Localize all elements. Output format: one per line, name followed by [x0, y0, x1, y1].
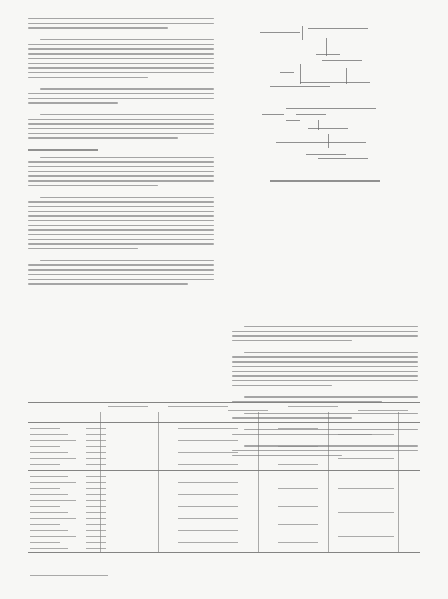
table-cell	[86, 518, 106, 519]
text-line	[232, 331, 418, 332]
text-line	[28, 77, 148, 78]
text-line	[28, 211, 214, 212]
text-line	[28, 44, 214, 45]
table-rule	[28, 422, 420, 423]
table-cell	[288, 406, 338, 407]
table-cell	[86, 458, 106, 459]
table-rule	[398, 412, 399, 552]
table-cell	[30, 542, 60, 543]
table-cell	[86, 428, 106, 429]
figure-caption-region	[232, 180, 418, 192]
table-cell	[86, 446, 106, 447]
table-rule	[158, 412, 159, 552]
table-cell	[86, 476, 106, 477]
table-cell	[30, 494, 68, 495]
table-cell	[358, 410, 408, 411]
figure-stroke	[276, 142, 366, 143]
text-line	[232, 375, 418, 376]
table-cell	[108, 406, 148, 407]
table-cell	[30, 506, 60, 507]
table-cell	[178, 428, 238, 429]
text-line	[28, 234, 214, 235]
figure-stroke	[322, 60, 362, 61]
text-line	[232, 380, 418, 381]
table-cell	[338, 434, 394, 435]
text-line	[232, 366, 418, 367]
table-cell	[30, 446, 60, 447]
text-line	[28, 248, 138, 249]
figure-stroke	[302, 26, 303, 40]
table-cell	[30, 428, 60, 429]
table-cell	[86, 542, 106, 543]
table-cell	[278, 428, 318, 429]
table-cell	[30, 500, 76, 501]
table-cell	[30, 530, 68, 531]
table-cell	[338, 512, 394, 513]
table-rule	[28, 470, 420, 471]
text-line	[28, 23, 214, 24]
table-cell	[86, 536, 106, 537]
text-line	[28, 180, 214, 181]
figure-stroke	[296, 114, 326, 115]
text-line	[28, 128, 214, 129]
text-line	[28, 18, 214, 19]
text-line	[28, 72, 214, 73]
text-line	[28, 264, 214, 265]
page-footer	[30, 575, 108, 576]
table-cell	[178, 452, 238, 453]
table-cell	[86, 452, 106, 453]
table-cell	[86, 482, 106, 483]
text-line	[232, 361, 418, 362]
table-cell	[86, 464, 106, 465]
text-line	[28, 274, 214, 275]
text-line	[232, 385, 332, 386]
text-line	[28, 225, 214, 226]
table-cell	[278, 488, 318, 489]
table-cell	[86, 512, 106, 513]
table-cell	[86, 506, 106, 507]
table-cell	[338, 488, 394, 489]
table-cell	[178, 494, 238, 495]
figure-stroke	[328, 134, 329, 148]
text-line	[28, 137, 178, 138]
table-rule	[328, 412, 329, 552]
table-cell	[30, 440, 76, 441]
text-line	[28, 67, 214, 68]
text-line	[28, 161, 214, 162]
table-cell	[178, 482, 238, 483]
table-cell	[228, 410, 268, 411]
figure-stroke	[346, 68, 347, 84]
figure-stroke	[318, 158, 368, 159]
text-line	[28, 63, 214, 64]
figure-stroke	[300, 82, 370, 83]
text-line	[244, 352, 418, 353]
table-cell	[278, 524, 318, 525]
table-cell	[30, 434, 68, 435]
text-line	[28, 98, 214, 99]
figure-stroke	[260, 32, 300, 33]
table-cell	[86, 524, 106, 525]
table-rule	[28, 402, 420, 403]
table-cell	[278, 446, 318, 447]
text-line	[28, 201, 214, 202]
table-cell	[30, 512, 68, 513]
text-line	[28, 53, 214, 54]
text-line	[28, 58, 214, 59]
figure-middle	[256, 106, 386, 164]
text-line	[28, 215, 214, 216]
figure-stroke	[306, 154, 346, 155]
table-rule	[28, 552, 420, 553]
text-line	[28, 93, 214, 94]
table-cell	[86, 488, 106, 489]
text-line	[232, 371, 418, 372]
table-cell	[278, 542, 318, 543]
table-cell	[86, 500, 106, 501]
text-line	[40, 197, 214, 198]
table-cell	[178, 506, 238, 507]
text-line	[40, 157, 214, 158]
figure-top	[250, 24, 390, 92]
text-line	[28, 279, 214, 280]
text-line	[28, 133, 214, 134]
table-cell	[338, 458, 394, 459]
figure-stroke	[286, 108, 376, 109]
table-cell	[30, 518, 76, 519]
text-line	[28, 48, 214, 49]
text-line	[28, 171, 214, 172]
text-line	[244, 326, 418, 327]
table-cell	[168, 406, 228, 407]
left-text-column	[28, 18, 214, 288]
text-line	[28, 220, 214, 221]
table-cell	[30, 476, 68, 477]
table-cell	[178, 530, 238, 531]
data-table	[28, 392, 420, 554]
table-rule	[258, 412, 259, 552]
table-cell	[86, 434, 106, 435]
text-line	[28, 119, 214, 120]
table-cell	[30, 536, 76, 537]
text-line	[28, 166, 214, 167]
table-cell	[86, 548, 106, 549]
table-cell	[178, 518, 238, 519]
page-number	[410, 571, 418, 579]
figure-caption	[270, 180, 380, 182]
table-cell	[30, 452, 68, 453]
text-line	[28, 185, 158, 186]
text-line	[40, 39, 214, 40]
text-line	[232, 335, 418, 336]
text-line	[28, 27, 168, 28]
figure-stroke	[300, 64, 301, 84]
text-line	[28, 243, 214, 244]
table-cell	[86, 440, 106, 441]
text-line	[40, 114, 214, 115]
text-line	[28, 229, 214, 230]
table-cell	[30, 488, 60, 489]
figure-stroke	[308, 28, 368, 29]
figure-stroke	[308, 128, 348, 129]
figure-stroke	[262, 114, 284, 115]
table-cell	[30, 482, 76, 483]
text-line	[28, 239, 214, 240]
text-line	[28, 206, 214, 207]
table-cell	[30, 464, 60, 465]
table-cell	[86, 494, 106, 495]
text-line	[40, 260, 214, 261]
table-cell	[278, 464, 318, 465]
table-cell	[178, 440, 238, 441]
text-line	[28, 102, 118, 103]
text-line	[28, 283, 188, 284]
table-cell	[338, 536, 394, 537]
figure-stroke	[280, 72, 294, 73]
text-line	[28, 269, 214, 270]
text-line	[232, 356, 418, 357]
table-cell	[178, 542, 238, 543]
table-cell	[30, 548, 68, 549]
figure-stroke	[316, 54, 340, 55]
section-heading	[28, 149, 98, 151]
table-cell	[30, 458, 76, 459]
text-line	[40, 88, 214, 89]
table-cell	[278, 506, 318, 507]
text-line	[28, 123, 214, 124]
figure-stroke	[286, 120, 300, 121]
text-line	[232, 340, 352, 341]
table-cell	[178, 464, 238, 465]
figure-stroke	[270, 86, 330, 87]
text-line	[28, 175, 214, 176]
table-cell	[30, 524, 60, 525]
table-cell	[86, 530, 106, 531]
